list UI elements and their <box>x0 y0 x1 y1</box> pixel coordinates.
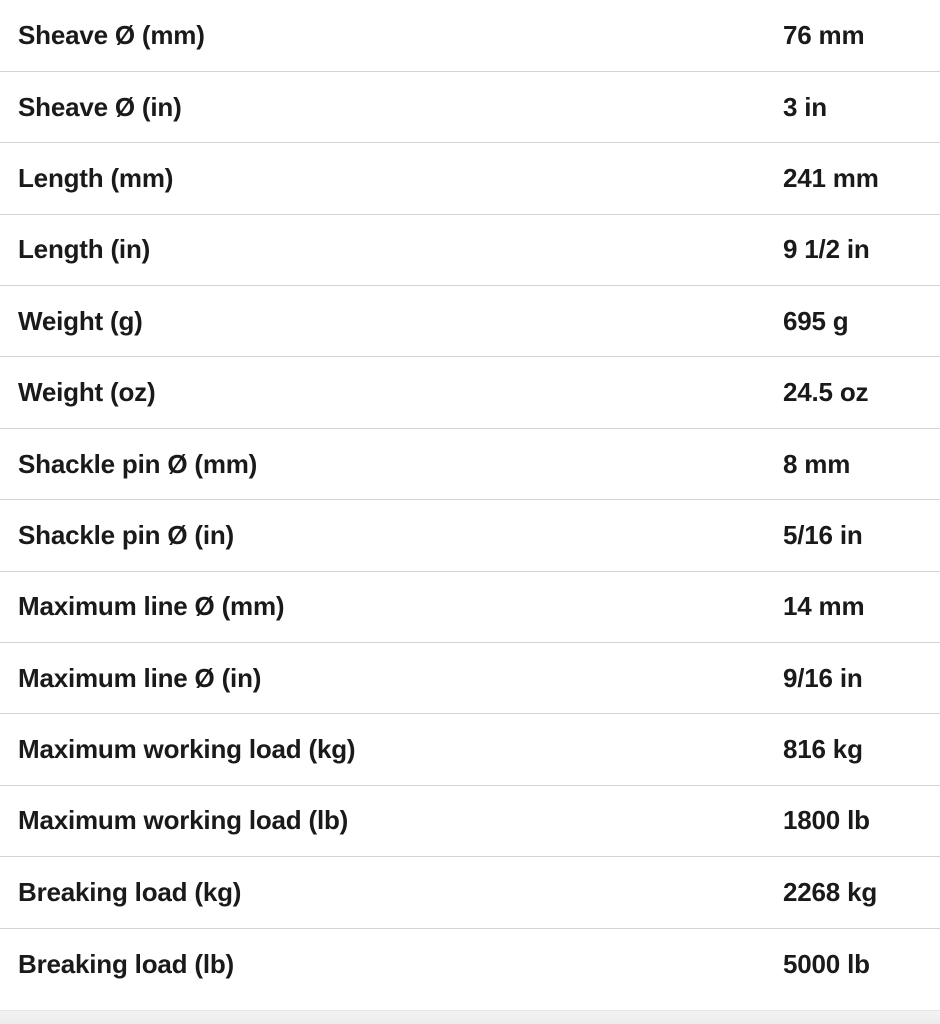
spec-value: 695 g <box>783 286 940 357</box>
spec-row <box>0 71 940 142</box>
spec-label: Breaking load (kg) <box>0 857 783 928</box>
spec-row <box>0 571 940 642</box>
spec-row <box>0 714 940 785</box>
spec-value: 2268 kg <box>783 857 940 928</box>
spec-row <box>0 357 940 428</box>
spec-value: 3 in <box>783 71 940 142</box>
spec-label: Length (mm) <box>0 143 783 214</box>
spec-row <box>0 214 940 285</box>
spec-value: 24.5 oz <box>783 357 940 428</box>
spec-row <box>0 428 940 499</box>
spec-label: Maximum line Ø (mm) <box>0 571 783 642</box>
spec-label: Maximum line Ø (in) <box>0 643 783 714</box>
spec-label: Length (in) <box>0 214 783 285</box>
spec-value: 14 mm <box>783 571 940 642</box>
spec-row <box>0 143 940 214</box>
spec-value: 8 mm <box>783 428 940 499</box>
spec-value: 76 mm <box>783 0 940 71</box>
spec-label: Shackle pin Ø (in) <box>0 500 783 571</box>
spec-label: Weight (g) <box>0 286 783 357</box>
spec-row <box>0 785 940 856</box>
spec-value: 1800 lb <box>783 785 940 856</box>
spec-row <box>0 500 940 571</box>
page-bottom-edge <box>0 1010 940 1024</box>
spec-row <box>0 928 940 999</box>
spec-label: Maximum working load (kg) <box>0 714 783 785</box>
spec-value: 5/16 in <box>783 500 940 571</box>
spec-value: 9 1/2 in <box>783 214 940 285</box>
spec-row <box>0 643 940 714</box>
spec-value: 9/16 in <box>783 643 940 714</box>
spec-label: Breaking load (lb) <box>18 948 234 979</box>
spec-label: Sheave Ø (mm) <box>0 0 783 71</box>
spec-label: Maximum working load (lb) <box>0 785 783 856</box>
spec-value: 816 kg <box>783 714 940 785</box>
spec-value: 5000 lb <box>783 948 870 979</box>
spec-label: Shackle pin Ø (mm) <box>0 428 783 499</box>
spec-row <box>0 0 940 71</box>
spec-row <box>0 286 940 357</box>
spec-label: Weight (oz) <box>0 357 783 428</box>
spec-row <box>0 857 940 928</box>
spec-label: Sheave Ø (in) <box>0 71 783 142</box>
spec-value: 241 mm <box>783 143 940 214</box>
